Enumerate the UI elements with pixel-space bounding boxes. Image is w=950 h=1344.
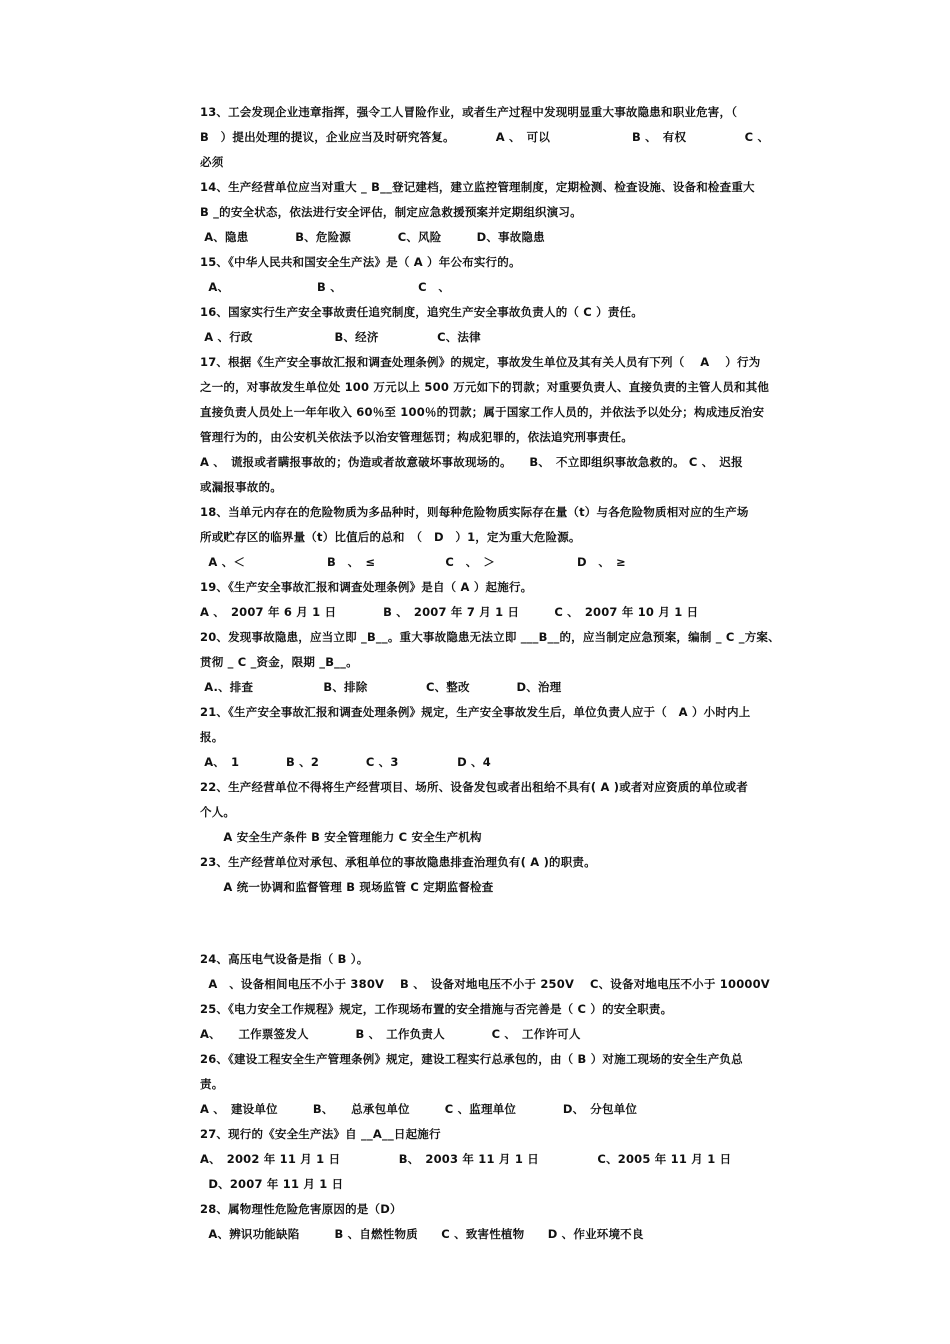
q16-line1: 16、国家实行生产安全事故责任追究制度，追究生产安全事故负责人的（ C ）责任。 bbox=[200, 305, 643, 319]
q27-line1: 27、现行的《安全生产法》自 __A__日起施行 bbox=[200, 1127, 441, 1141]
q13-line3: 必须 bbox=[200, 155, 224, 169]
q21-line1: 21、《生产安全事故汇报和调查处理条例》规定，生产安全事故发生后，单位负责人应于（ A ）小时内上 bbox=[200, 705, 751, 719]
q18-options: A 、＜ B 、 ≤ C 、 ＞ D 、 ≥ bbox=[200, 555, 626, 569]
q20-line1: 20、发现事故隐患，应当立即 _B__。重大事故隐患无法立即 ___B__的，应当制定应急预案，编制 _ C _方案、 bbox=[200, 630, 780, 644]
q22-line1: 22、生产经营单位不得将生产经营项目、场所、设备发包或者出租给不具有( A )或者对应资质的单位或者 bbox=[200, 780, 748, 794]
q23-options: A 统一协调和监督管理 B 现场监管 C 定期监督检查 bbox=[200, 880, 494, 894]
q17-options-line1: A 、 谎报或者瞒报事故的；伪造或者故意破坏事故现场的。 B、 不立即组织事故急救的。 C 、 迟报 bbox=[200, 455, 743, 469]
q14-options: A、隐患 B、危险源 C、风险 D、事故隐患 bbox=[200, 230, 545, 244]
q17-line3: 直接负责人员处上一年年收入 60％至 100％的罚款；属于国家工作人员的，并依法予以处分；构成违反治安 bbox=[200, 405, 765, 419]
q25-line1: 25、《电力安全工作规程》规定，工作现场布置的安全措施与否完善是（ C ）的安全职责。 bbox=[200, 1002, 673, 1016]
q27-options-line2: D、2007 年 11 月 1 日 bbox=[200, 1177, 344, 1191]
q26-options: A 、 建设单位 B、 总承包单位 C 、监理单位 D、 分包单位 bbox=[200, 1102, 638, 1116]
q25-options: A、 工作票签发人 B 、 工作负责人 C 、 工作许可人 bbox=[200, 1027, 581, 1041]
q17-line4: 管理行为的，由公安机关依法予以治安管理惩罚；构成犯罪的，依法追究刑事责任。 bbox=[200, 430, 633, 444]
q14-line2: B _的安全状态，依法进行安全评估，制定应急救援预案并定期组织演习。 bbox=[200, 205, 582, 219]
q18-line1: 18、当单元内存在的危险物质为多品种时，则每种危险物质实际存在量（t）与各危险物质相对应的生产场 bbox=[200, 505, 749, 519]
q20-options: A.、排查 B、排除 C、整改 D、治理 bbox=[200, 680, 562, 694]
q13-line1: 13、工会发现企业违章指挥，强令工人冒险作业，或者生产过程中发现明显重大事故隐患和职业危害，（ bbox=[200, 105, 738, 119]
q24-line1: 24、高压电气设备是指（ B ）。 bbox=[200, 952, 369, 966]
q14-line1: 14、生产经营单位应当对重大 _ B__登记建档，建立监控管理制度，定期检测、检查设施、设备和检查重大 bbox=[200, 180, 755, 194]
q28-options: A、辨识功能缺陷 B 、自燃性物质 C 、致害性植物 D 、作业环境不良 bbox=[200, 1227, 644, 1241]
q28-line1: 28、属物理性危险危害原因的是（D） bbox=[200, 1202, 402, 1216]
q26-line1: 26、《建设工程安全生产管理条例》规定，建设工程实行总承包的，由（ B ）对施工现场的安全生产负总 bbox=[200, 1052, 743, 1066]
q21-line2: 报。 bbox=[200, 730, 224, 744]
q15-options: A、 B 、 C 、 bbox=[200, 280, 451, 294]
q19-line1: 19、《生产安全事故汇报和调查处理条例》是自（ A ）起施行。 bbox=[200, 580, 533, 594]
q17-options-line2: 或漏报事故的。 bbox=[200, 480, 282, 494]
q18-line2: 所或贮存区的临界量（t）比值后的总和 （ D ）1，定为重大危险源。 bbox=[200, 530, 581, 544]
q16-options: A 、行政 B、经济 C、法律 bbox=[200, 330, 481, 344]
q26-line2: 责。 bbox=[200, 1077, 224, 1091]
q17-line1: 17、根据《生产安全事故汇报和调查处理条例》的规定，事故发生单位及其有关人员有下列（ A ）行为 bbox=[200, 355, 761, 369]
q19-options: A 、 2007 年 6 月 1 日 B 、 2007 年 7 月 1 日 C 、 2007 年 10 月 1 日 bbox=[200, 605, 699, 619]
q22-line2: 个人。 bbox=[200, 805, 236, 819]
q13-line2: B ）提出处理的提议，企业应当及时研究答复。 A 、 可以 B 、 有权 C 、 bbox=[200, 130, 770, 144]
q27-options-line1: A、 2002 年 11 月 1 日 B、 2003 年 11 月 1 日 C、2005 年 11 月 1 日 bbox=[200, 1152, 732, 1166]
q15-line1: 15、《中华人民共和国安全生产法》是（ A ）年公布实行的。 bbox=[200, 255, 521, 269]
q24-options: A 、设备相间电压不小于 380V B 、 设备对地电压不小于 250V C、设备对地电压不小于 10000V bbox=[200, 977, 770, 991]
q17-line2: 之一的，对事故发生单位处 100 万元以上 500 万元如下的罚款；对重要负责人、直接负责的主管人员和其他 bbox=[200, 380, 770, 394]
q21-options: A、 1 B 、2 C 、3 D 、4 bbox=[200, 755, 491, 769]
q22-options: A 安全生产条件 B 安全管理能力 C 安全生产机构 bbox=[200, 830, 482, 844]
q23-line1: 23、生产经营单位对承包、承租单位的事故隐患排查治理负有( A )的职责。 bbox=[200, 855, 596, 869]
q20-line2: 贯彻 _ C _资金，限期 _B__。 bbox=[200, 655, 358, 669]
